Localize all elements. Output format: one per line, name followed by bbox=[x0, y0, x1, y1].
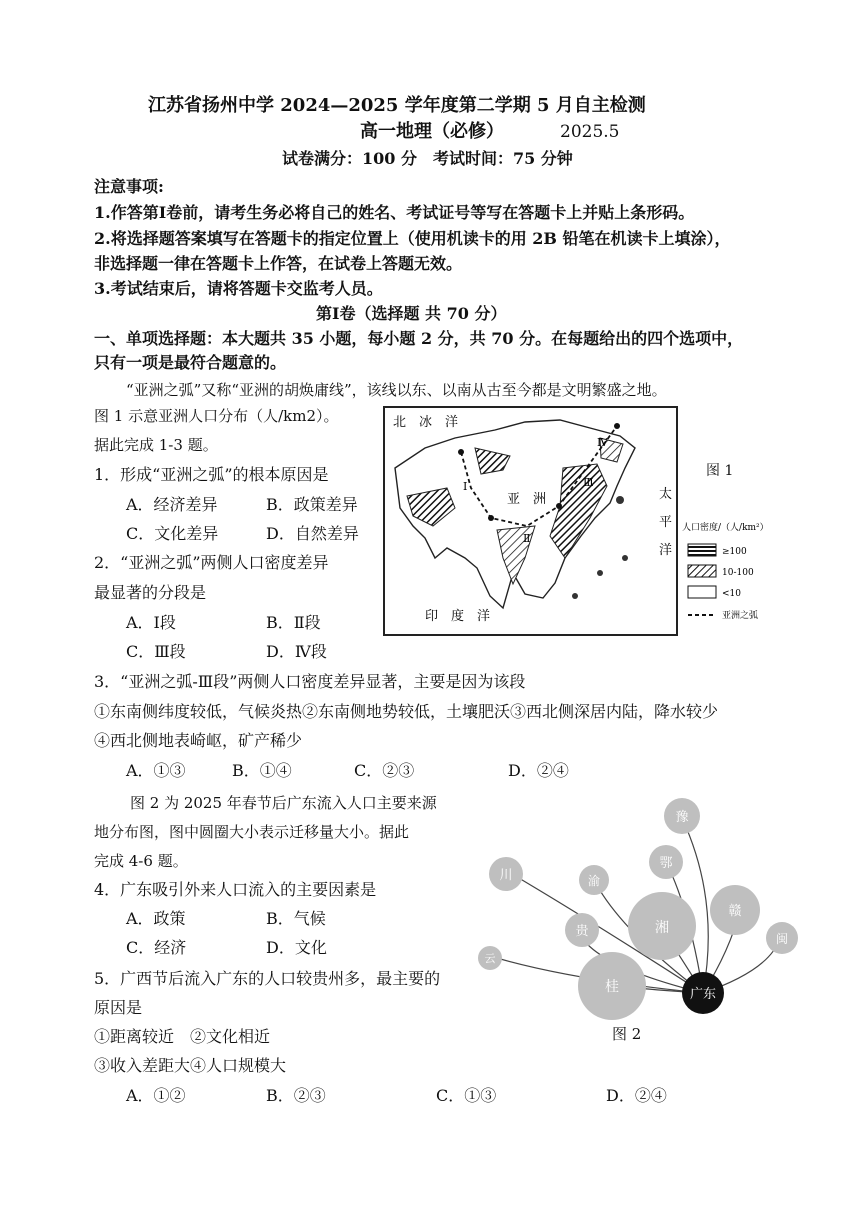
intro-text: “亚洲之弧”又称“亚洲的胡焕庸线”，该线以东、以南从古至今都是文明繁盛之地。 bbox=[126, 381, 667, 399]
label-pacific: 平 bbox=[659, 515, 673, 530]
exam-date: 2025.5 bbox=[560, 122, 620, 142]
legend-arc: 亚洲之弧 bbox=[722, 611, 759, 621]
migration-bubble-diagram bbox=[470, 790, 830, 1020]
intro-text: 完成 4-6 题。 bbox=[94, 852, 188, 870]
label-indian: 印 度 洋 bbox=[425, 609, 491, 624]
arc-point bbox=[488, 515, 494, 521]
bubble-label-hubei: 鄂 bbox=[659, 856, 673, 871]
bubble-label-jiangxi: 赣 bbox=[728, 904, 742, 919]
label-seg-2: Ⅱ bbox=[523, 532, 531, 545]
option: C．①③ bbox=[436, 1086, 497, 1105]
intro-text: 图 2 为 2025 年春节后广东流入人口主要来源 bbox=[130, 794, 437, 812]
option: C．经济 bbox=[126, 938, 187, 957]
bubble-label-henan: 豫 bbox=[675, 810, 689, 825]
bubble-label-sichuan: 川 bbox=[499, 868, 513, 883]
figure-caption: 图 1 bbox=[706, 463, 734, 479]
bubble-label-yunnan: 云 bbox=[484, 952, 496, 965]
option: C．Ⅲ段 bbox=[126, 642, 186, 661]
option: B．Ⅱ段 bbox=[266, 613, 321, 632]
option: A．①② bbox=[126, 1086, 186, 1105]
intro-text: 地分布图，图中圆圈大小表示迁移量大小。据此 bbox=[94, 823, 410, 841]
section-heading: 第Ⅰ卷（选择题 共 70 分） bbox=[316, 304, 507, 323]
question-stem: 原因是 bbox=[94, 998, 143, 1017]
option: D．②④ bbox=[606, 1086, 667, 1105]
option: A．经济差异 bbox=[126, 495, 218, 514]
bubble-label-guizhou: 贵 bbox=[575, 924, 589, 939]
question-stem: 最显著的分段是 bbox=[94, 583, 207, 602]
bubble-label-chongqing: 渝 bbox=[587, 874, 601, 888]
option: A．Ⅰ段 bbox=[126, 613, 176, 632]
arc-point bbox=[458, 449, 464, 455]
region-dense bbox=[475, 448, 510, 474]
note-item: 3.考试结束后，请将答题卡交监考人员。 bbox=[94, 279, 383, 298]
question-statement: ③收入差距大④人口规模大 bbox=[94, 1056, 287, 1075]
label-pacific: 洋 bbox=[659, 543, 673, 558]
map-legend bbox=[682, 518, 792, 628]
notes-heading: 注意事项: bbox=[94, 177, 164, 196]
island bbox=[616, 496, 624, 504]
option: B．②③ bbox=[266, 1086, 326, 1105]
note-item: 2.将选择题答案填写在答题卡的指定位置上（使用机读卡的用 2B 铅笔在机读卡上填涂）， bbox=[94, 229, 731, 248]
figure-caption: 图 2 bbox=[612, 1025, 642, 1043]
note-item: 1.作答第Ⅰ卷前，请考生务必将自己的姓名、考试证号等写在答题卡上并贴上条形码。 bbox=[94, 203, 695, 222]
island bbox=[597, 570, 603, 576]
exam-subject: 高一地理（必修） bbox=[360, 121, 504, 142]
legend-swatch-high bbox=[688, 544, 716, 556]
label-arctic: 北 冰 洋 bbox=[393, 415, 459, 430]
option: C．文化差异 bbox=[126, 524, 219, 543]
label-seg-1: Ⅰ bbox=[463, 480, 468, 493]
exam-meta: 试卷满分：100 分 考试时间：75 分钟 bbox=[282, 149, 573, 168]
island bbox=[572, 593, 578, 599]
arc-point bbox=[556, 503, 562, 509]
option: A．①③ bbox=[126, 761, 186, 780]
legend-high: ≥100 bbox=[722, 547, 747, 557]
option: D．自然差异 bbox=[266, 524, 359, 543]
legend-mid: 10-100 bbox=[722, 568, 754, 578]
legend-swatch-mid bbox=[688, 565, 716, 577]
option: C．②③ bbox=[354, 761, 415, 780]
question-stem: 5．广西节后流入广东的人口较贵州多，最主要的 bbox=[94, 969, 441, 988]
legend-low: <10 bbox=[722, 589, 741, 599]
label-seg-4: Ⅳ bbox=[597, 436, 608, 449]
option: D．②④ bbox=[508, 761, 569, 780]
bubble-label-hunan: 湘 bbox=[655, 920, 669, 936]
bubble-label-guangdong: 广东 bbox=[689, 987, 717, 1002]
section-instruction: 一、单项选择题：本大题共 35 小题，每小题 2 分，共 70 分。在每题给出的四个选项中， bbox=[94, 329, 744, 348]
intro-text: 图 1 示意亚洲人口分布（人/km2）。 bbox=[94, 407, 339, 425]
legend-title: 人口密度/（人/km²） bbox=[682, 523, 769, 533]
question-stem: 4．广东吸引外来人口流入的主要因素是 bbox=[94, 880, 377, 899]
label-pacific: 太 bbox=[659, 487, 673, 502]
option: B．①④ bbox=[232, 761, 292, 780]
asia-population-map bbox=[383, 406, 678, 636]
question-stem: 3．“亚洲之弧-Ⅲ段”两侧人口密度差异显著，主要是因为该段 bbox=[94, 672, 526, 691]
option: A．政策 bbox=[126, 909, 186, 928]
bubble-label-fujian: 闽 bbox=[775, 932, 789, 946]
intro-text: 据此完成 1-3 题。 bbox=[94, 436, 218, 454]
bubble-label-guangxi: 桂 bbox=[605, 979, 619, 995]
map-drawing bbox=[385, 408, 676, 634]
region-dense bbox=[407, 488, 455, 526]
question-statement: ④西北侧地表崎岖，矿产稀少 bbox=[94, 731, 303, 750]
option: B．政策差异 bbox=[266, 495, 358, 514]
label-asia: 亚 洲 bbox=[507, 492, 547, 507]
note-item: 非选择题一律在答题卡上作答，在试卷上答题无效。 bbox=[94, 254, 463, 273]
exam-title: 江苏省扬州中学 2024—2025 学年度第二学期 5 月自主检测 bbox=[148, 95, 646, 116]
section-instruction: 只有一项是最符合题意的。 bbox=[94, 353, 287, 372]
question-stem: 2．“亚洲之弧”两侧人口密度差异 bbox=[94, 553, 329, 572]
legend-swatch-low bbox=[688, 586, 716, 598]
question-stem: 1．形成“亚洲之弧”的根本原因是 bbox=[94, 465, 329, 484]
option: D．Ⅳ段 bbox=[266, 642, 327, 661]
question-statement: ①距离较近 ②文化相近 bbox=[94, 1027, 271, 1046]
arc-point bbox=[614, 423, 620, 429]
option: D．文化 bbox=[266, 938, 327, 957]
label-seg-3: Ⅲ bbox=[583, 476, 594, 489]
island bbox=[622, 555, 628, 561]
option: B．气候 bbox=[266, 909, 326, 928]
question-statement: ①东南侧纬度较低，气候炎热②东南侧地势较低，土壤肥沃③西北侧深居内陆，降水较少 bbox=[94, 702, 719, 721]
